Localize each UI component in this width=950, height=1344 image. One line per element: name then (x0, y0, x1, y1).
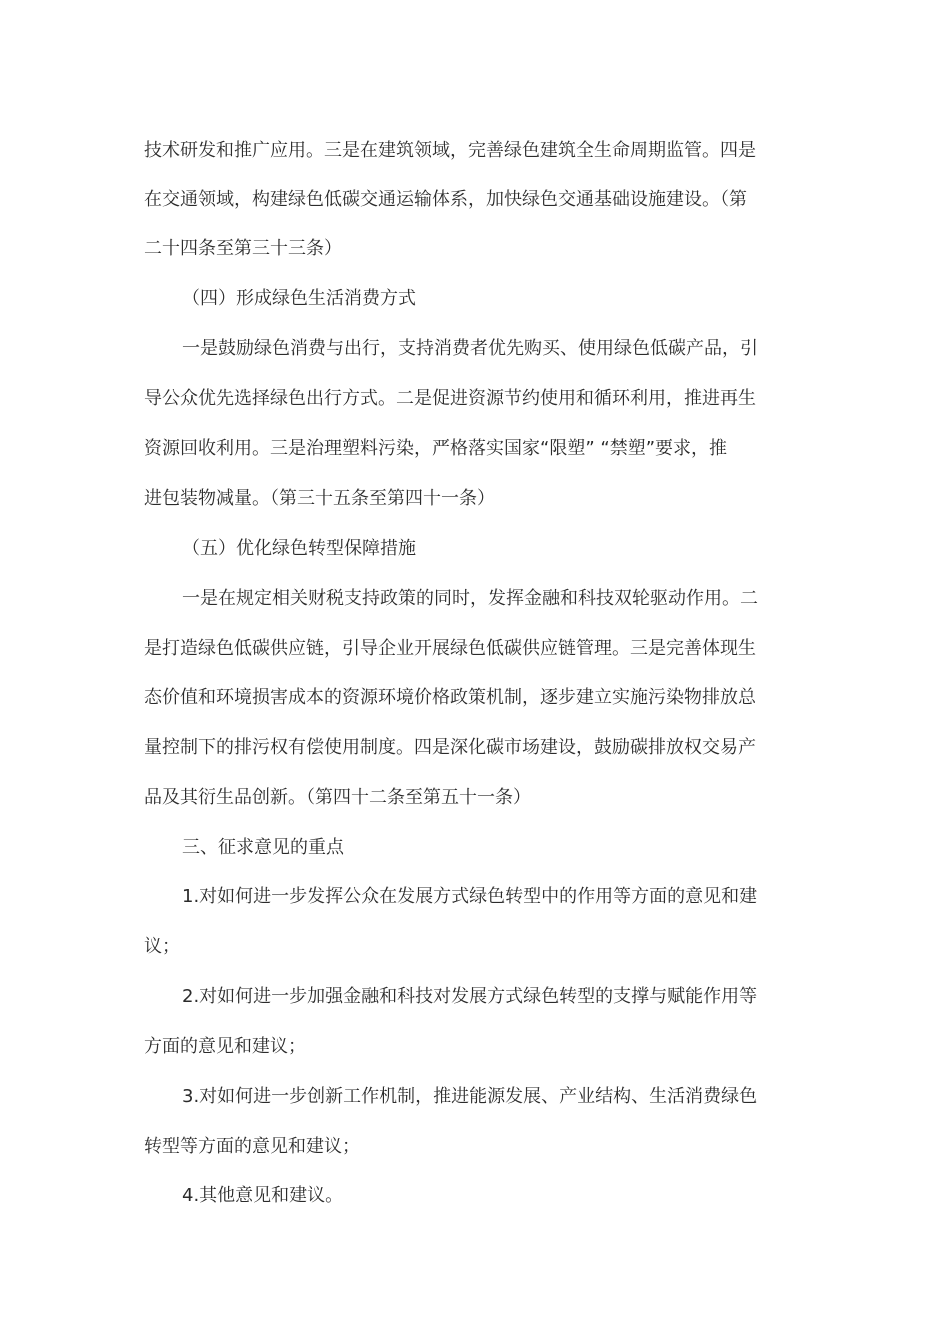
text-line: 量控制下的排污权有偿使用制度。四是深化碳市场建设，鼓励碳排放权交易产 (144, 737, 756, 758)
section-heading: （五）优化绿色转型保障措施 (182, 538, 416, 559)
section-heading: 三、征求意见的重点 (182, 837, 344, 858)
text-line: 议； (144, 936, 180, 957)
text-line: 进包装物减量。（第三十五条至第四十一条） (144, 488, 495, 509)
section-heading: （四）形成绿色生活消费方式 (182, 288, 416, 309)
text-line: 转型等方面的意见和建议； (144, 1136, 360, 1157)
text-line: 方面的意见和建议； (144, 1036, 306, 1057)
text-line: 一是鼓励绿色消费与出行，支持消费者优先购买、使用绿色低碳产品，引 (182, 338, 758, 359)
text-line: 在交通领域，构建绿色低碳交通运输体系，加快绿色交通基础设施建设。（第 (144, 189, 747, 210)
text-line: 二十四条至第三十三条） (144, 238, 342, 259)
list-item: 4.其他意见和建议。 (182, 1185, 344, 1206)
text-line: 资源回收利用。三是治理塑料污染，严格落实国家“限塑” “禁塑”要求，推 (144, 438, 728, 459)
text-line: 品及其衍生品创新。（第四十二条至第五十一条） (144, 787, 531, 808)
list-item: 1.对如何进一步发挥公众在发展方式绿色转型中的作用等方面的意见和建 (182, 886, 758, 907)
text-line: 技术研发和推广应用。三是在建筑领域，完善绿色建筑全生命周期监管。四是 (144, 140, 756, 161)
list-item: 2.对如何进一步加强金融和科技对发展方式绿色转型的支撑与赋能作用等 (182, 986, 758, 1007)
text-line: 一是在规定相关财税支持政策的同时，发挥金融和科技双轮驱动作用。二 (182, 588, 758, 609)
text-line: 态价值和环境损害成本的资源环境价格政策机制，逐步建立实施污染物排放总 (144, 687, 756, 708)
text-line: 导公众优先选择绿色出行方式。二是促进资源节约使用和循环利用，推进再生 (144, 388, 756, 409)
text-line: 是打造绿色低碳供应链，引导企业开展绿色低碳供应链管理。三是完善体现生 (144, 638, 756, 659)
list-item: 3.对如何进一步创新工作机制，推进能源发展、产业结构、生活消费绿色 (182, 1086, 758, 1107)
